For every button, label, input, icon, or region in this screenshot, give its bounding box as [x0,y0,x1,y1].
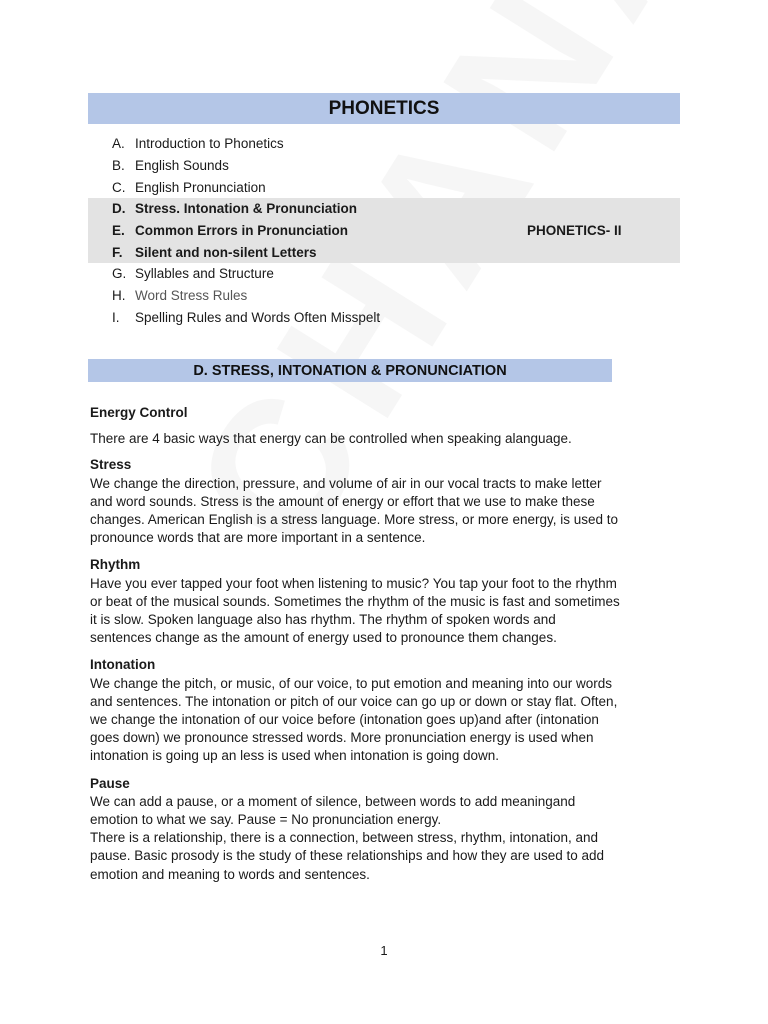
toc-letter: E. [112,223,125,239]
toc-text: Word Stress Rules [135,288,248,304]
toc-item-a [88,133,680,155]
toc-letter: C. [112,179,126,195]
page-title: PHONETICS [328,97,440,119]
energy-control-paragraph: There are 4 basic ways that energy can be controlled when speaking alanguage. [90,431,572,447]
toc-text: Silent and non-silent Letters [135,244,317,260]
toc-letter: I. [112,309,120,325]
toc-letter: A. [112,136,125,152]
stress-heading: Stress [90,457,132,473]
toc-letter: D. [112,201,126,217]
toc-letter: G. [112,266,127,282]
page-number: 1 [380,943,388,958]
toc-letter: H. [112,288,126,304]
toc-item-b [88,155,680,177]
toc-text: Introduction to Phonetics [135,136,284,152]
toc-item-c [88,176,680,198]
toc-letter: F. [112,244,123,260]
toc-text: English Pronunciation [135,179,266,195]
toc-text: Syllables and Structure [135,266,274,282]
section-bar [88,359,612,382]
toc-item-d [88,198,680,220]
toc-text: Common Errors in Pronunciation [135,223,349,239]
pause-paragraph: We can add a pause, or a moment of silence, between words to add meaningand emotion to what we say. Pause = No pronunciation energy. [90,793,576,828]
section-heading: D. STRESS, INTONATION & PRONUNCIATION [193,362,507,379]
toc-item-i [88,307,680,329]
rhythm-paragraph: Have you ever tapped your foot when listening to music? You tap your foot to the rhythm or beat of the musical sounds. Sometimes the rhythm of the music is fast and sometimes it is slow. Spoken language also has rhythm. The rhythm of spoken words and sentences change as the amount of energy used to pronounce them changes. [90,575,620,646]
toc-side-label: PHONETICS- II [527,223,622,239]
toc-item-h [88,285,680,307]
title-bar [88,93,680,124]
stress-paragraph: We change the direction, pressure, and volume of air in our vocal tracts to make letter and word sounds. Stress is the amount of energy or effort that we use to make these changes. American English is a stress language. More stress, or more energy, is used to pronounce words that are more important in a sentence. [90,475,619,546]
toc-item-f [88,241,680,263]
toc-item-e [88,220,680,242]
toc-text: Spelling Rules and Words Often Misspelt [135,309,381,325]
toc-text: English Sounds [135,158,229,174]
intonation-heading: Intonation [90,657,156,673]
energy-control-heading: Energy Control [90,405,188,420]
intonation-paragraph: We change the pitch, or music, of our voice, to put emotion and meaning into our words and sentences. The intonation or pitch of our voice can go up or down or stay flat. Often, we change the intonation of our voice before (intonation goes up)and after (intonation goes down) we pronounce stressed words. More pronunciation energy is used when intonation is going up an less is used when intonation is going down. [90,675,618,764]
toc-letter: B. [112,158,125,174]
section-content [90,404,620,884]
toc-text: Stress. Intonation & Pronunciation [135,201,358,217]
rhythm-heading: Rhythm [90,557,141,573]
table-of-contents [88,133,680,328]
pause-heading: Pause [90,775,130,791]
prosody-paragraph: There is a relationship, there is a connection, between stress, rhythm, intonation, and pause. Basic prosody is the study of these relationships and how they are used to add emotion and meaning to words and sentences. [90,830,605,882]
toc-item-g [88,263,680,285]
